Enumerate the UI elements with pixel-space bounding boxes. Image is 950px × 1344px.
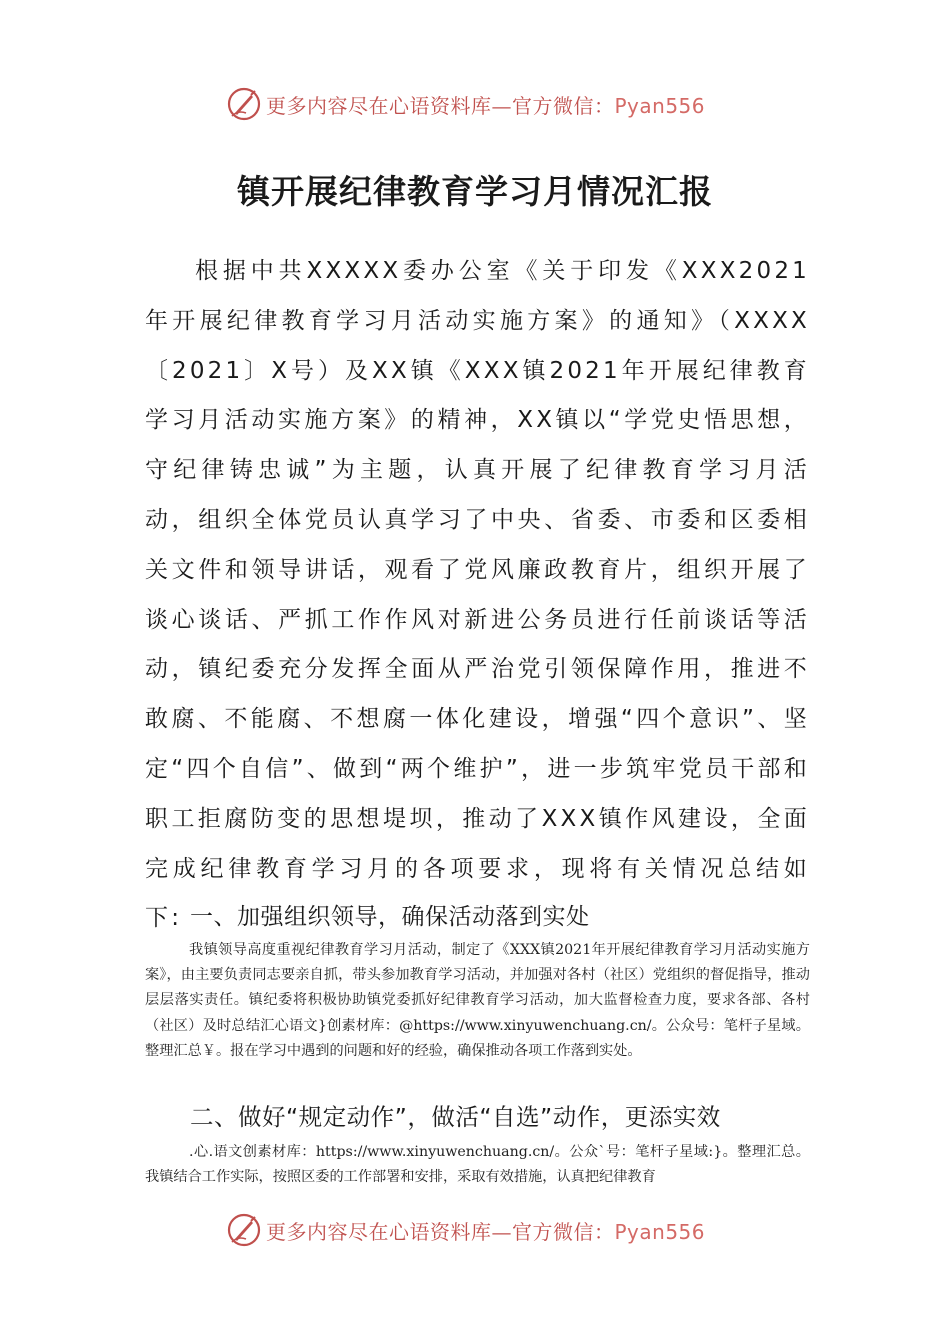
section-1-heading: 一、加强组织领导，确保活动落到实处 [190, 904, 590, 930]
banner-wechat-id: Pyan556 [614, 93, 706, 118]
section-2-body: .心.语文创素材库：https://www.xinyuwenchuang.cn/。公众`号：笔杆子星域:}。整理汇总。我镇结合工作实际，按照区委的工作部署和安排，采取有效措施，认真把纪律教育 [145, 1144, 810, 1186]
banner-label: 更多内容尽在心语资料库—官方微信： [266, 1219, 615, 1244]
section-2-heading: 二、做好“规定动作”，做活“自选”动作，更添实效 [190, 1103, 721, 1131]
quill-pen-logo-icon [226, 86, 262, 122]
footer-watermark-banner [226, 1210, 726, 1250]
quill-pen-logo-icon [226, 1212, 262, 1248]
banner-wechat-id: Pyan556 [614, 1219, 706, 1244]
banner-text [266, 90, 705, 119]
document-title: 镇开展纪律教育学习月情况汇报 [237, 172, 713, 211]
header-watermark-banner [226, 84, 726, 124]
banner-label: 更多内容尽在心语资料库—官方微信： [266, 93, 615, 118]
banner-text [266, 1216, 705, 1245]
intro-paragraph: 根据中共XXXXX委办公室《关于印发《XXX2021年开展纪律教育学习月活动实施方案》的通知》（XXXX〔2021〕X号）及XX镇《XXX镇2021年开展纪律教育学习月活动实施方案》的精神，XX镇以“学党史悟思想，守纪律铸忠诚”为主题，认真开展了纪律教育学习月活动，组织全体党员认真学习了中央、省委、市委和区委相关文件和领导讲话，观看了党风廉政教育片，组织开展了谈心谈话、严抓工作作风对新进公务员进行任前谈话等活动，镇纪委充分发挥全面从严治党引领保障作用，推进不敢腐、不能腐、不想腐一体化建设，增强“四个意识”、坚定“四个自信”、做到“两个维护”，进一步筑牢党员干部和职工拒腐防变的思想堤坝，推动了XXX镇作风建设，全面完成纪律教育学习月的各项要求，现将有关情况总结如下: [145, 258, 810, 932]
section-1-body: 我镇领导高度重视纪律教育学习月活动，制定了《XXX镇2021年开展纪律教育学习月活动实施方案》，由主要负责同志要亲自抓，带头参加教育学习活动，并加强对各村（社区）党组织的督促指导，推动层层落实责任。镇纪委将积极协助镇党委抓好纪律教育学习活动，加大监督检查力度，要求各部、各村（社区）及时总结汇心语文}创素材库：@https://www.xinyuwenchuang.cn/。公众号：笔杆子星域。整理汇总￥。报在学习中遇到的问题和好的经验，确保推动各项工作落到实处。 [145, 942, 810, 1059]
